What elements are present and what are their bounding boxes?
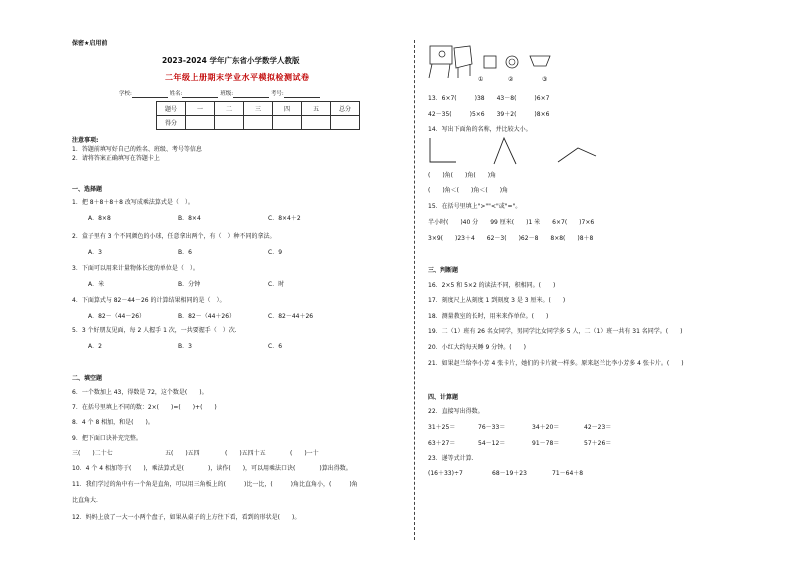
section-title: 三、判断题 [428,267,459,274]
question-10: 10．4 个 4 相加等于( )，乘法算式是( )，读作( )，可以用乘法口诀( )算出得数。 [72,465,352,472]
shape-square [484,56,496,68]
question-4: 4．下面算式与 82－44－26 的计算结果相同的是（ ）。 [72,297,226,304]
angle-compare-row: ( )角＜( )角＜( )角 [428,187,509,194]
acute-angle [494,138,516,164]
question-5: 5．3 个好朋友见面，每 2 人握手 1 次，一共要握手（ ）次. [72,327,237,334]
calc-item: 42－23＝ [584,424,612,431]
figure-objects [428,42,558,88]
question-12: 12．妈妈上放了一大一小两个盘子，如果从桌子的上方往下看，看到的形状是( )。 [72,514,301,521]
question-20: 20．小红大约每天睡 9 分钟。( ) [428,344,526,351]
school-field[interactable]: 学校: 姓名: 班级: 考号: [119,90,320,98]
calc-item: 68－19＋23 [492,470,527,477]
desk-top [430,46,452,64]
question-19: 19．二（1）班有 26 名女同学，男同学比女同学多 5 人，二（1）班一共有 31 名同学。( ) [428,328,683,335]
header-cell: 总分 [331,102,360,116]
angle-names-row: ( )角( )角( )角 [428,172,497,179]
score-header-row [157,102,360,116]
rhyme-item: ( )一十 [290,450,319,457]
calc-item: 54－12＝ [478,440,506,447]
option[interactable]: A．3 [88,249,102,256]
question-21: 21．如果赵兰给李小芳 4 张卡片，她们的卡片就一样多。原来赵兰比李小芳多 4 张卡片。( ) [428,360,684,367]
calc-item: 34＋20＝ [532,424,560,431]
score-cell[interactable] [186,116,215,130]
score-row-label: 得分 [157,116,186,130]
option[interactable]: A．米 [88,281,105,288]
option[interactable]: C．9 [268,249,283,256]
option[interactable]: B．3 [178,343,192,350]
question-18: 18．测量教室的长时，用米来作单位。( ) [428,313,549,320]
question-23: 23．递等式计算. [428,455,474,462]
question-13-row2: 42－35( )5×6 39＋2( )8×6 [428,111,550,118]
note-item: 2．请将答案正确填写在答题卡上 [72,155,160,162]
shape-trapezoid [530,56,550,66]
notes-title: 注意事项: [72,137,99,144]
question-8: 8．4 个 8 相加，和是( )。 [72,419,154,426]
header-cell: 三 [244,102,273,116]
option[interactable]: B．6 [178,249,192,256]
header-cell: 题号 [157,102,186,116]
question-22: 22．直接写出得数。 [428,408,484,415]
question-11: 11．我们学过的角中有一个角是直角，可以用三角板上的( )比一比，( )角比直角小，( )角 [72,481,358,488]
section-title: 一、选择题 [72,186,103,193]
figure-label: ③ [542,76,548,83]
rhyme-item: 三( )二十七 [72,450,113,457]
calc-item: 71－64＋8 [552,470,584,477]
right-angle [430,138,456,162]
column-divider [414,40,415,540]
question-17: 17．刻度尺上从刻度 1 到刻度 3 是 3 厘米。( ) [428,297,566,304]
question-16: 16．2×5 和 5×2 的读法不同，积相同。( ) [428,282,556,289]
header-cell: 四 [273,102,302,116]
option[interactable]: C．82－44＋26 [268,313,314,320]
score-cell[interactable] [302,116,331,130]
note-item: 1．答题前填写好自己的姓名、班级、考号等信息 [72,146,202,153]
score-cell[interactable] [273,116,302,130]
option[interactable]: A．8×8 [88,215,111,222]
question-13: 13．6×7( )38 43－8( )6×7 [428,95,550,102]
option[interactable]: C．时 [268,281,285,288]
score-table [156,101,360,130]
exam-subtitle: 二年级上册期末学业水平模拟检测试卷 [165,73,310,82]
header-cell: 二 [215,102,244,116]
option[interactable]: B．8×4 [178,215,201,222]
question-7: 7．在括号里填上不同的数：2×( )=( )+( ) [72,404,217,411]
option[interactable]: C．6 [268,343,283,350]
question-1: 1．把 8＋8＋8＋8 改写成乘法算式是（ ）。 [72,199,194,206]
question-9: 9．把下面口诀补充完整。 [72,435,142,442]
score-row [157,116,360,130]
rhyme-item: ( )五四十五 [225,450,266,457]
option[interactable]: A．2 [88,343,102,350]
figure-label: ① [478,76,484,83]
question-14: 14．写出下面角的名称，并比较大小。 [428,126,532,133]
question-3: 3．下面可以用来计量物体长度的单位是（ ）。 [72,265,199,272]
calc-item: 31＋25＝ [428,424,456,431]
compare-row: 半小时( )40 分 99 厘米( )1 米 6×7( )7×6 [428,219,595,226]
header-cell: 五 [302,102,331,116]
calc-item: 76－33＝ [478,424,506,431]
score-cell[interactable] [215,116,244,130]
question-2: 2．盒子里有 3 个不同颜色的小球，任意拿出两个，有（ ）种不同的拿法。 [72,233,276,240]
section-title: 四、计算题 [428,394,459,401]
rhyme-item: 五( )五四 [165,450,200,457]
exam-title: 2023-2024 学年广东省小学数学人教版 [162,56,300,65]
calc-item: 91－78＝ [532,440,560,447]
calc-item: 57＋26＝ [584,440,612,447]
question-11-cont: 比直角大. [72,497,98,504]
question-6: 6．一个数加上 43，得数是 72，这个数是( )。 [72,389,208,396]
secret-label: 保密★启用前 [72,40,108,47]
question-15: 15．在括号里填上">""<"或"="。 [428,203,522,210]
header-cell: 一 [186,102,215,116]
calc-item: 63＋27＝ [428,440,456,447]
figure-label: ② [508,76,514,83]
angle-figures [428,136,598,166]
calc-item: (16＋33)÷7 [428,470,463,477]
score-cell[interactable] [331,116,360,130]
option[interactable]: C．8×4＋2 [268,215,301,222]
option[interactable]: B．分钟 [178,281,201,288]
option[interactable]: A．82－（44－26） [88,313,146,320]
option[interactable]: B．82－（44＋26） [178,313,236,320]
compare-row: 3×9( )23＋4 62－3( )62－8 8×8( )8＋8 [428,235,594,242]
obtuse-angle [558,148,596,162]
chair-back [454,46,472,68]
section-title: 二、填空题 [72,375,103,382]
score-cell[interactable] [244,116,273,130]
